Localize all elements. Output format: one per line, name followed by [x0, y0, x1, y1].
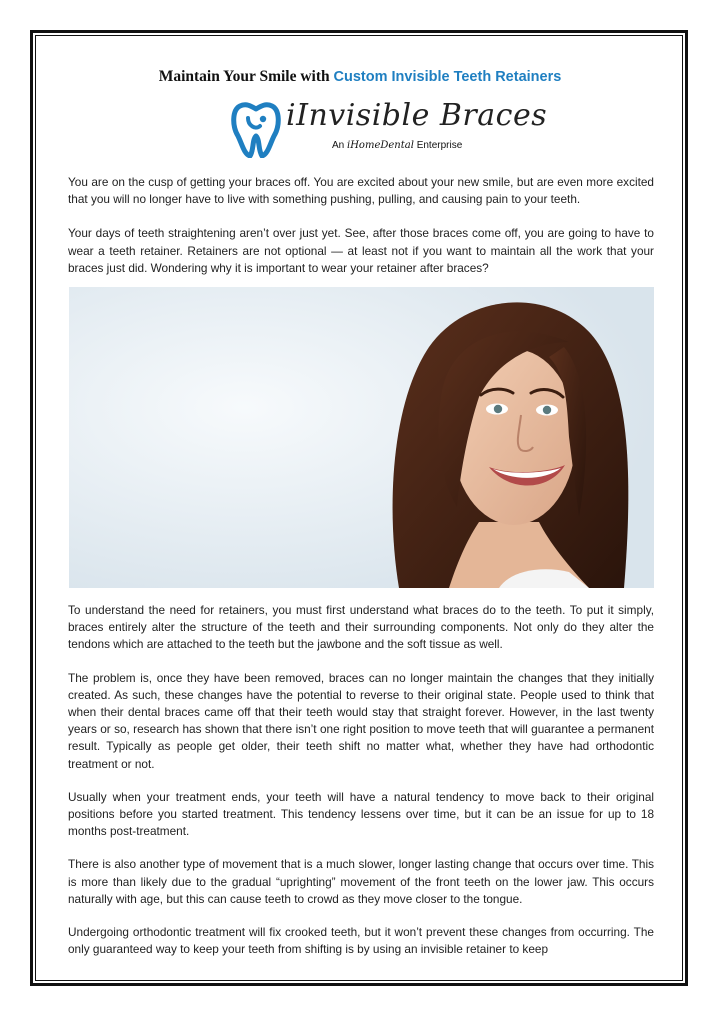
hero-photo — [69, 287, 654, 588]
page-title-accent: Custom Invisible Teeth Retainers — [333, 69, 562, 85]
logo-tagline-brand: iHomeDental — [347, 140, 414, 151]
intro-text — [68, 174, 654, 277]
brand-logo — [230, 98, 548, 162]
logo-wordmark: iInvisible Braces — [286, 98, 548, 133]
body-text — [68, 602, 654, 958]
paragraph: Undergoing orthodontic treatment will fix crooked teeth, but it won’t prevent these changes from occurring. The only guaranteed way to keep your teeth from shifting is by using an invisible retainer to keep — [68, 925, 654, 957]
page-title-plain: Maintain Your Smile with — [158, 68, 330, 85]
logo-tagline-prefix: An — [332, 140, 345, 151]
paragraph: To understand the need for retainers, you must first understand what braces do to the teeth. To put it simply, braces entirely alter the structure of the teeth and their surrounding components. Not only do they alter the tendons which are attached to the teeth but the jawbone and the soft tissue as well. — [68, 603, 654, 652]
paragraph: Your days of teeth straightening aren’t over just yet. See, after those braces come off, you are going to have to wear a teeth retainer. Retainers are not optional — at least not if you want to maintain all the work that your braces just did. Wondering why it is important to wear your retainer after braces? — [68, 226, 654, 275]
paragraph: There is also another type of movement that is a much slower, longer lasting change that occurs over time. This is more than likely due to the gradual “uprighting” movement of the front teeth on the lower jaw. This occurs naturally with age, but this can cause teeth to crowd as they move closer to the tongue. — [68, 857, 654, 906]
paragraph: Usually when your treatment ends, your teeth will have a natural tendency to move back to their original positions before you started treatment. This tendency lessens over time, but it can be an issue for up to 18 months post-treatment. — [68, 789, 654, 839]
tooth-icon — [230, 100, 282, 158]
paragraph: You are on the cusp of getting your braces off. You are excited about your new smile, but are even more excited that you will no longer have to live with something pushing, pulling, and causing pain to your teeth. — [68, 175, 654, 207]
smiling-woman-illustration — [69, 287, 654, 588]
logo-tagline — [332, 140, 462, 151]
logo-tagline-suffix: Enterprise — [416, 140, 463, 151]
paragraph: The problem is, once they have been removed, braces can no longer maintain the changes that they initially created. As such, these changes have the potential to reverse to their original state. People used to think that when their dental braces came off that their teeth would stay that straight forever. However, in the last twenty years or so, research has shown that there isn’t one right position to move teeth that will guarantee a permanent result. Typically as people get older, their teeth shift no matter what, whether they have had orthodontic treatment or not. — [68, 670, 654, 771]
page-title — [0, 68, 720, 86]
